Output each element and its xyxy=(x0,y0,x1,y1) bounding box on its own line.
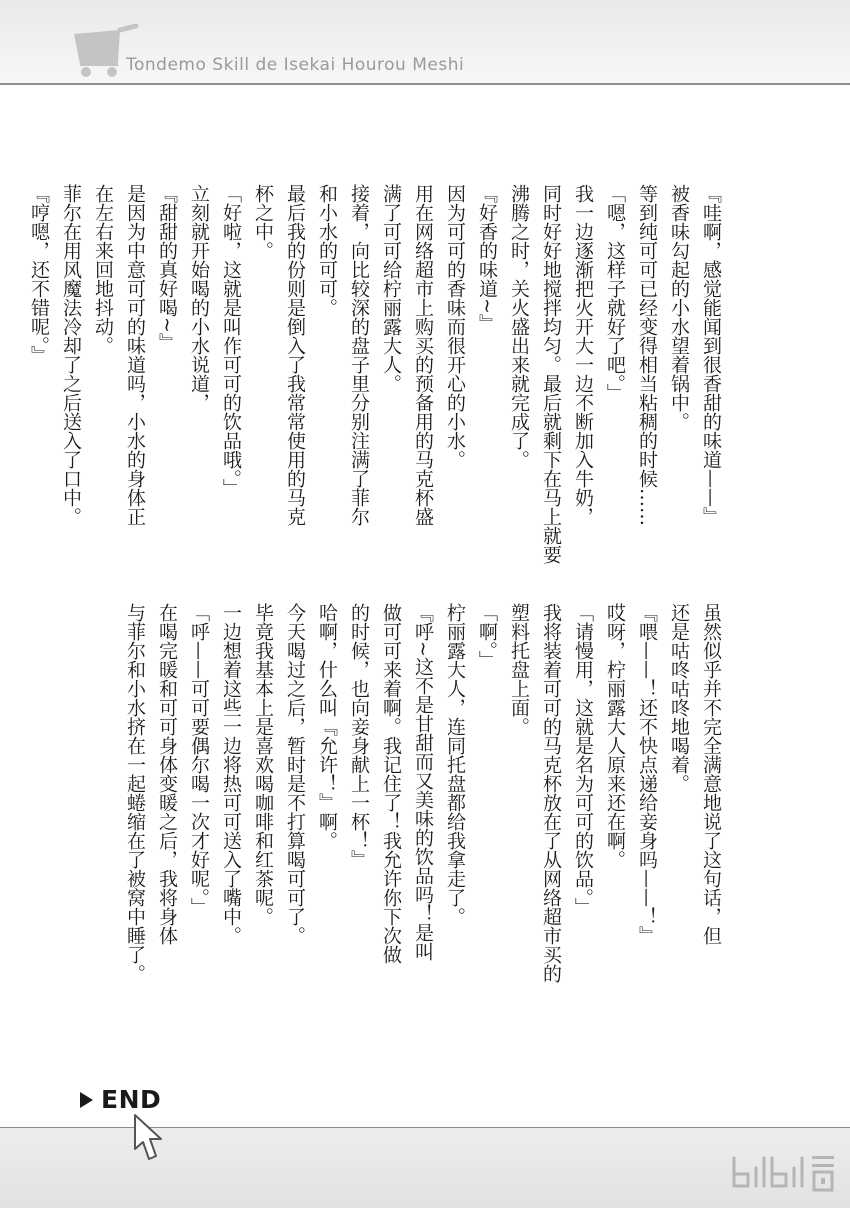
end-label: END xyxy=(101,1085,162,1114)
text-column: 被香味勾起的小水望着锅中。 xyxy=(668,184,690,431)
text-column: 毕竟我基本上是喜欢喝咖啡和红茶呢。 xyxy=(252,603,274,926)
text-column: 柠丽露大人，连同托盘都给我拿走了。 xyxy=(444,603,466,926)
text-column: 塑料托盘上面。 xyxy=(508,603,530,736)
text-column: 因为可可的香味而很开心的小水。 xyxy=(444,184,466,469)
text-column: 『呼~这不是甘甜而又美味的饮品吗！是叫 xyxy=(412,603,434,961)
text-column: 哎呀，柠丽露大人原来还在啊。 xyxy=(604,603,626,869)
text-column: 今天喝过之后，暂时是不打算喝可可了。 xyxy=(284,603,306,945)
text-column: 在喝完暖和可可身体变暖之后，我将身体 xyxy=(156,603,178,945)
text-block-lower xyxy=(124,603,724,1003)
text-column: 「啊。」 xyxy=(476,603,498,670)
text-column: 我一边逐渐把火开大一边不断加入牛奶， xyxy=(572,184,594,526)
play-triangle-icon xyxy=(80,1092,93,1108)
text-column: 杯之中。 xyxy=(252,184,274,260)
text-column: 与菲尔和小水挤在一起蜷缩在了被窝中睡了。 xyxy=(124,603,146,983)
text-column: 等到纯可可已经变得相当粘稠的时候…… xyxy=(636,184,658,526)
text-column: 「请慢用，这就是名为可可的饮品。」 xyxy=(572,603,594,917)
series-title: Tondemo Skill de Isekai Hourou Meshi xyxy=(126,55,465,75)
text-column: 还是咕咚咕咚地喝着。 xyxy=(668,603,690,793)
bilibili-manga-logo xyxy=(728,1150,840,1196)
text-column: 『哼嗯，还不错呢。』 xyxy=(28,184,50,365)
text-column: 最后我的份则是倒入了我常常使用的马克 xyxy=(284,184,306,526)
text-column: 满了可可给柠丽露大人。 xyxy=(380,184,402,393)
footer-band xyxy=(0,1128,850,1208)
text-column: 是因为中意可可的味道吗，小水的身体正 xyxy=(124,184,146,526)
text-column: 我将装着可可的马克杯放在了从网络超市买的 xyxy=(540,603,562,983)
text-column: 做可可来着啊。我记住了！我允许你下次做 xyxy=(380,603,402,964)
text-column: 『哇啊，感觉能闻到很香甜的味道——』 xyxy=(700,184,722,526)
header-divider xyxy=(0,83,850,85)
text-column: 的时候，也向妾身献上一杯！』 xyxy=(348,603,370,869)
text-column: 虽然似乎并不完全满意地说了这句话，但 xyxy=(700,603,722,945)
text-column: 哈啊，什么叫『允许！』啊。 xyxy=(316,603,338,850)
text-column: 「嗯，这样子就好了吧。」 xyxy=(604,184,626,403)
end-marker xyxy=(80,1085,161,1114)
text-column: 和小水的可可。 xyxy=(316,184,338,317)
text-column: 『喂——！还不快点递给妾身吗——！』 xyxy=(636,603,658,945)
text-column: 用在网络超市上购买的预备用的马克杯盛 xyxy=(412,184,434,526)
text-column: 「呼——可可要偶尔喝一次才好呢。」 xyxy=(188,603,210,917)
text-block-upper xyxy=(28,184,724,564)
text-column: 「好啦，这就是叫作可可的饮品哦。」 xyxy=(220,184,242,498)
text-column: 『甜甜的真好喝~』 xyxy=(156,184,178,352)
text-column: 立刻就开始喝的小水说道， xyxy=(188,184,210,412)
text-column: 『好香的味道~』 xyxy=(476,184,498,333)
text-column: 菲尔在用风魔法冷却了之后送入了口中。 xyxy=(60,184,82,526)
text-column: 沸腾之时，关火盛出来就完成了。 xyxy=(508,184,530,469)
text-column: 在左右来回地抖动。 xyxy=(92,184,114,355)
text-column: 同时好好地搅拌均匀。最后就剩下在马上就要 xyxy=(540,184,562,564)
mouse-cursor-icon xyxy=(133,1113,163,1165)
text-column: 一边想着这些一边将热可可送入了嘴中。 xyxy=(220,603,242,945)
text-column: 接着，向比较深的盘子里分别注满了菲尔 xyxy=(348,184,370,526)
